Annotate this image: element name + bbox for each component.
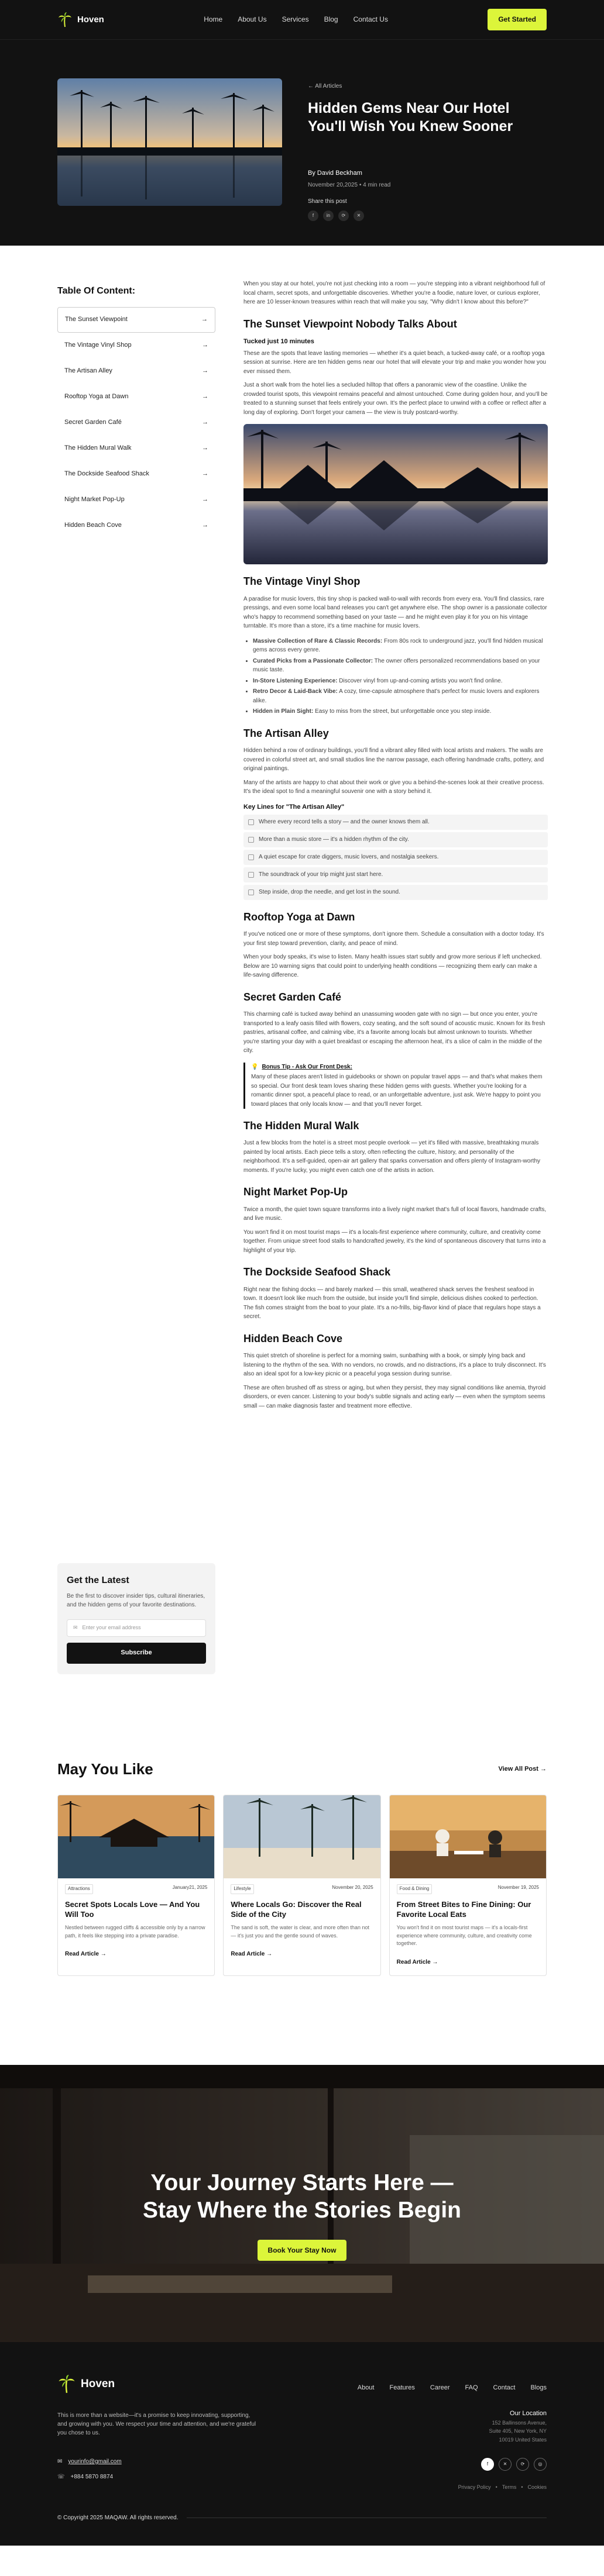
cta-title-line1: Your Journey Starts Here — xyxy=(150,2170,454,2195)
list-item xyxy=(253,707,548,716)
read-article-label: Read Article xyxy=(231,1951,265,1958)
footer-text: This is more than a website—it's a promise to keep innovating, supporting, and growing with you. We respect your time and attention, and we're grateful you chose to us. xyxy=(57,2412,256,2436)
toc-item[interactable] xyxy=(57,487,215,513)
read-article-label: Read Article xyxy=(65,1951,99,1958)
card-date: January21, 2025 xyxy=(172,1885,208,1891)
list-item-title: Curated Picks from a Passionate Collector: xyxy=(253,657,373,664)
address-line: Suite 405, New York, NY xyxy=(489,2428,547,2434)
section-heading: The Hidden Mural Walk xyxy=(243,1120,359,1132)
toc-label: The Artisan Alley xyxy=(64,367,112,375)
footer-right xyxy=(458,2394,547,2492)
footer-links xyxy=(358,2383,547,2394)
card-body xyxy=(58,1878,214,1967)
card-title: Where Locals Go: Discover the Real Side of the City xyxy=(231,1899,362,1919)
cta-title-line2: Stay Where the Stories Begin xyxy=(143,2197,461,2223)
hero xyxy=(0,40,604,246)
key-line xyxy=(243,885,548,900)
read-time: 4 min read xyxy=(363,182,391,189)
toc-label: Hidden Beach Cove xyxy=(64,522,122,529)
post-card[interactable] xyxy=(223,1795,380,1976)
hero-info xyxy=(308,78,547,246)
legal-links: Privacy Policy • Terms • Cookies xyxy=(458,2484,547,2492)
instagram-icon[interactable]: ◎ xyxy=(534,2458,547,2471)
post-date: November 20,2025 xyxy=(308,182,358,189)
list-item xyxy=(253,657,548,675)
related-title: May You Like xyxy=(57,1760,153,1778)
card-text: You won't find it on most tourist maps — it's a locals-first experience where community, culture, and creativity come together. xyxy=(396,1925,532,1947)
logo-text: Hoven xyxy=(77,14,104,25)
footer-socials xyxy=(458,2458,547,2471)
post-card[interactable] xyxy=(389,1795,547,1976)
key-line xyxy=(243,815,548,830)
card-meta xyxy=(397,1884,539,1894)
address-line: 10019 United States xyxy=(499,2436,547,2443)
toc-item[interactable] xyxy=(57,358,215,384)
table-of-contents xyxy=(57,280,215,1757)
read-article-link[interactable]: Read Article → xyxy=(65,1951,107,1958)
privacy-link[interactable]: Privacy Policy xyxy=(458,2484,491,2491)
get-started-button[interactable]: Get Started xyxy=(488,9,547,30)
feature-list xyxy=(243,637,548,716)
section-heading: Secret Garden Café xyxy=(243,991,342,1003)
copyright-row xyxy=(57,2513,547,2523)
tip-title xyxy=(251,1063,548,1072)
card-date: November 20, 2025 xyxy=(332,1885,373,1891)
section-heading: The Artisan Alley xyxy=(243,727,329,739)
card-body xyxy=(224,1878,380,1967)
view-all-link[interactable]: View All Post → xyxy=(498,1765,547,1772)
toc-label: Secret Garden Café xyxy=(64,419,122,426)
bonus-tip xyxy=(243,1063,548,1109)
checkbox-icon xyxy=(248,837,254,843)
newsletter-box xyxy=(57,1563,215,1674)
cta-title xyxy=(143,2170,461,2225)
paragraph: When your body speaks, it's wise to listen. Many health issues start subtly and grow more serious if left unchecked. Below are 10 warning signs that could point to underlying health conditions — recognizing them early can make a life-saving difference. xyxy=(243,954,542,979)
footer-link-blogs[interactable]: Blogs xyxy=(530,2384,547,2391)
card-image xyxy=(58,1795,215,1878)
paragraph: Just a short walk from the hotel lies a secluded hilltop that offers a panoramic view of the coastline. Unlike the crowded tourist spots, this viewpoint remains peaceful and almost untouched. Come during golden hour, and you'll be treated to a stunning sunset that feels entirely your own. It's the perfect place to unwind with a coffee or reflect after a long day of exploring. Don't forget your camera — the view is truly postcard-worthy. xyxy=(243,382,548,416)
footer-link-career[interactable]: Career xyxy=(430,2384,450,2391)
site-header xyxy=(0,0,604,40)
footer-link-about[interactable]: About xyxy=(357,2384,375,2391)
section-heading: The Vintage Vinyl Shop xyxy=(243,575,361,588)
phone-icon: ☏ xyxy=(57,2473,65,2480)
footer-link-faq[interactable]: FAQ xyxy=(465,2384,478,2391)
toc-item[interactable] xyxy=(57,461,215,487)
copyright-text: © Copyright 2025 MAQAW. All rights reserved. xyxy=(57,2514,179,2521)
key-line-text: More than a music store — it's a hidden rhythm of the city. xyxy=(259,836,409,843)
list-item-text: A cozy, time-capsule atmosphere that's perfect for music lovers and explorers alike. xyxy=(253,688,540,704)
list-item xyxy=(253,687,548,705)
toc-title: Table Of Content: xyxy=(57,286,136,296)
toc-label: The Vintage Vinyl Shop xyxy=(64,342,132,349)
checkbox-icon xyxy=(248,889,254,895)
resort-pool-image xyxy=(243,424,548,564)
nav-blog[interactable]: Blog xyxy=(324,15,338,24)
site-footer xyxy=(0,2342,604,2546)
toc-item[interactable] xyxy=(57,307,215,333)
linkedin-icon[interactable]: in xyxy=(323,211,334,221)
card-meta xyxy=(65,1884,207,1894)
list-item-title: Retro Decor & Laid-Back Vibe: xyxy=(253,688,338,695)
paragraph: These are the spots that leave lasting memories — whether it's a quiet beach, a tucked-away café, or a rooftop yoga session at sunrise. Here are ten hidden gems near our hotel that will elevate your trip and make you wonder how you ever missed them. xyxy=(243,350,546,375)
footer-top xyxy=(57,2375,547,2394)
tip-title-text: Bonus Tip - Ask Our Front Desk: xyxy=(262,1063,352,1070)
read-article-label: Read Article xyxy=(396,1958,431,1965)
location-address xyxy=(458,2419,547,2444)
list-item-text: Easy to miss from the street, but unforgettable once you step inside. xyxy=(313,708,492,715)
post-card[interactable] xyxy=(57,1795,215,1976)
footer-middle xyxy=(57,2394,547,2492)
nav-about[interactable]: About Us xyxy=(238,15,267,24)
arrow-right-icon: → xyxy=(202,496,208,504)
mail-icon: ✉ xyxy=(57,2458,63,2465)
bulb-icon: 💡 xyxy=(251,1063,259,1070)
location-title: Our Location xyxy=(510,2410,547,2417)
arrow-right-icon: → xyxy=(202,522,208,529)
page-title: Hidden Gems Near Our Hotel You'll Wish You Knew Sooner xyxy=(308,99,513,135)
footer-link-features[interactable]: Features xyxy=(389,2384,415,2391)
footer-phone[interactable] xyxy=(57,2472,256,2482)
section-heading: Hidden Beach Cove xyxy=(243,1332,343,1344)
checkbox-icon xyxy=(248,819,254,825)
key-line xyxy=(243,850,548,865)
list-item-title: Massive Collection of Rare & Classic Records: xyxy=(253,637,383,644)
card-title: From Street Bites to Fine Dining: Our Favorite Local Eats xyxy=(396,1899,531,1919)
paragraph: If you've noticed one or more of these symptoms, don't ignore them. Schedule a consultation with a doctor today. It's your first step toward prevention, clarity, and peace of mind. xyxy=(243,931,544,947)
card-list xyxy=(57,1795,547,1976)
nav-home[interactable]: Home xyxy=(204,15,223,24)
share-link-icon[interactable]: ⟳ xyxy=(338,211,349,221)
cookies-link[interactable]: Cookies xyxy=(527,2484,547,2491)
paragraph: Twice a month, the quiet town square transforms into a lively night market that's full of local flavors, handmade crafts, and live music. xyxy=(243,1206,547,1222)
read-article-link[interactable]: Read Article → xyxy=(231,1951,273,1958)
address-line: 152 Ballinsons Avenue, xyxy=(492,2420,547,2426)
footer-logo[interactable] xyxy=(57,2375,115,2394)
section-heading: The Dockside Seafood Shack xyxy=(243,1266,391,1278)
section-heading: Rooftop Yoga at Dawn xyxy=(243,911,355,923)
arrow-right-icon: → xyxy=(202,470,208,478)
section-heading: Night Market Pop-Up xyxy=(243,1186,348,1198)
checkbox-icon xyxy=(248,872,254,878)
toc-item[interactable] xyxy=(57,513,215,539)
arrow-right-icon: → xyxy=(201,316,208,323)
share-label: Share this post xyxy=(308,198,347,205)
card-text: The sand is soft, the water is clear, and more often than not — it's just you and the gentle sound of waves. xyxy=(231,1925,369,1939)
paragraph: Hidden behind a row of ordinary buildings, you'll find a vibrant alley filled with local artists and makers. The walls are covered in colorful street art, and small studios line the narrow passage, each offering handmade crafts, pottery, and original paintings. xyxy=(243,747,544,773)
arrow-right-icon: → xyxy=(202,419,208,426)
facebook-icon[interactable]: f xyxy=(481,2458,494,2471)
card-image xyxy=(224,1795,380,1878)
main-nav xyxy=(204,14,388,25)
arrow-right-icon: → xyxy=(202,367,208,375)
email-field[interactable] xyxy=(67,1619,206,1637)
key-line-text: Where every record tells a story — and the owner knows them all. xyxy=(259,819,430,826)
paragraph: Many of the artists are happy to chat about their work or give you a behind-the-scenes look at their creative process. It's the ideal spot to find a meaningful souvenir one with a story behind it. xyxy=(243,779,544,795)
mail-icon: ✉ xyxy=(73,1624,78,1630)
related-posts xyxy=(0,1757,604,2065)
card-body xyxy=(390,1878,546,1975)
toc-label: The Dockside Seafood Shack xyxy=(64,470,149,478)
email-placeholder: Enter your email address xyxy=(82,1624,141,1630)
list-item xyxy=(253,677,548,686)
card-category: Attractions xyxy=(65,1884,93,1894)
section-subheading: Tucked just 10 minutes xyxy=(243,337,314,345)
terms-link[interactable]: Terms xyxy=(502,2484,517,2491)
section-heading: The Sunset Viewpoint Nobody Talks About xyxy=(243,318,457,330)
subscribe-button[interactable]: Subscribe xyxy=(67,1643,206,1664)
card-date: November 19, 2025 xyxy=(497,1885,539,1891)
toc-item[interactable] xyxy=(57,436,215,461)
footer-left xyxy=(57,2394,256,2492)
key-line-text: A quiet escape for crate diggers, music lovers, and nostalgia seekers. xyxy=(259,854,439,861)
link-icon[interactable]: ⟳ xyxy=(516,2458,529,2471)
article-section xyxy=(0,246,604,1757)
back-link[interactable]: ← All Articles xyxy=(308,83,342,89)
list-item-title: Hidden in Plain Sight: xyxy=(253,708,314,715)
intro-text: When you stay at our hotel, you're not just checking into a room — you're stepping into a vibrant neighborhood full of local charm, secret spots, and unforgettable discoveries. Whether you're a foodie, nature lover, or curious explorer, here are 10 lesser-known treasures within reach that will make you say, "Why didn't I know about this before?" xyxy=(243,281,545,305)
footer-email[interactable] xyxy=(57,2457,256,2467)
footer-link-contact[interactable]: Contact xyxy=(493,2384,516,2391)
arrow-right-icon: → xyxy=(202,342,208,349)
x-icon[interactable]: ✕ xyxy=(354,211,364,221)
cta-banner xyxy=(0,2065,604,2342)
list-item-text: Discover vinyl from up-and-coming artists you won't find online. xyxy=(337,677,503,684)
key-lines-title: Key Lines for "The Artisan Alley" xyxy=(243,803,345,811)
newsletter-title: Get the Latest xyxy=(67,1575,129,1585)
footer-email-text: yourinfo@gmail.com xyxy=(68,2458,122,2465)
key-line-text: The soundtrack of your trip might just start here. xyxy=(259,871,383,878)
tip-text: Many of these places aren't listed in guidebooks or shown on popular travel apps — and that's what makes them so special. Our front desk team loves sharing these hidden gems with guests. Whether you're looking for a romantic dinner spot, a peaceful place to read, or an unforgettable adventure, just ask. We're happy to point you toward places that only locals know — and that you'll never forget. xyxy=(251,1074,543,1108)
toc-label: The Hidden Mural Walk xyxy=(64,444,132,452)
paragraph: This charming café is tucked away behind an unassuming wooden gate with no sign — but once you enter, you're transported to a leafy oasis filled with flowers, cozy seating, and the soft sound of acoustic music. Known for its fresh pastries, artisanal coffee, and calming vibe, it's a favorite among locals but almost unknown to tourists. Whether you're starting your day with a quiet breakfast or escaping the afternoon heat, it's a slice of calm in the middle of the city. xyxy=(243,1011,545,1054)
related-header xyxy=(57,1757,547,1781)
card-category: Lifestyle xyxy=(231,1884,253,1894)
paragraph: You won't find it on most tourist maps — it's a locals-first experience where community, culture, and creativity come together. From unique street food stalls to handcrafted jewelry, it's the kind of spontaneous discovery that turns into a highlight of your trip. xyxy=(243,1229,546,1254)
post-meta: November 20,2025 • 4 min read xyxy=(308,182,391,189)
card-category: Food & Dining xyxy=(397,1884,433,1894)
toc-label: Night Market Pop-Up xyxy=(64,496,125,504)
palm-logo-icon xyxy=(57,12,73,27)
key-line xyxy=(243,867,548,882)
paragraph: Right near the fishing docks — and barely marked — this small, weathered shack serves the freshest seafood in town. It doesn't look like much from the outside, but inside you'll find simple, delicious dishes cooked to perfection. The fish comes straight from the boat to your plate. It's a no-frills, big-flavor kind of place that regulars hope stays a secret. xyxy=(243,1286,541,1320)
paragraph: These are often brushed off as stress or aging, but when they persist, they may signal conditions like anemia, thyroid disorders, or even cancer. Listening to your body's subtle signals and acting early — even when the symptom seems small — can make diagnosis faster and treatment more effective. xyxy=(243,1384,546,1409)
paragraph: A paradise for music lovers, this tiny shop is packed wall-to-wall with records from every era. You'll find classics, rare pressings, and even some local band releases you can't get anywhere else. The shop owner is a passionate collector who's happy to recommend something based on your taste — and he might even play it for you on his vintage turntable. It's more than a store, it's a time machine for music lovers. xyxy=(243,595,547,630)
arrow-right-icon: → xyxy=(202,393,208,401)
card-meta xyxy=(231,1884,373,1894)
toc-label: Rooftop Yoga at Dawn xyxy=(64,393,129,401)
card-text: Nestled between rugged cliffs & accessible only by a narrow path, it feels like stepping into a private paradise. xyxy=(65,1925,205,1939)
logo[interactable] xyxy=(57,12,104,27)
article-body xyxy=(243,280,548,1757)
arrow-right-icon: → xyxy=(202,444,208,452)
checkbox-icon xyxy=(248,854,254,860)
card-title: Secret Spots Locals Love — And You Will Too xyxy=(65,1899,200,1919)
card-image xyxy=(390,1795,547,1878)
nav-services[interactable]: Services xyxy=(282,15,309,24)
toc-label: The Sunset Viewpoint xyxy=(65,316,128,323)
nav-contact[interactable]: Contact Us xyxy=(353,15,388,24)
footer-logo-text: Hoven xyxy=(81,2378,115,2391)
author: By David Beckham xyxy=(308,170,362,177)
footer-contacts xyxy=(57,2457,256,2481)
view-all-label: View All Post xyxy=(498,1765,538,1772)
list-item-text: From 80s rock to underground jazz, you'll find hidden musical gems across every genre. xyxy=(253,637,543,654)
facebook-icon[interactable]: f xyxy=(308,211,318,221)
key-line-text: Step inside, drop the needle, and get lost in the sound. xyxy=(259,889,400,896)
newsletter-text: Be the first to discover insider tips, cultural itineraries, and the hidden gems of your favorite destinations. xyxy=(67,1592,205,1609)
cta-content xyxy=(0,2065,604,2342)
key-line xyxy=(243,832,548,847)
book-stay-button[interactable]: Book Your Stay Now xyxy=(258,2240,347,2261)
x-icon[interactable]: ✕ xyxy=(499,2458,512,2471)
list-item-title: In-Store Listening Experience: xyxy=(253,677,338,684)
read-article-link[interactable]: Read Article → xyxy=(396,1958,438,1965)
back-label: All Articles xyxy=(315,83,342,89)
list-item-text: The owner offers personalized recommendations based on your music taste. xyxy=(253,657,540,674)
paragraph: Just a few blocks from the hotel is a street most people overlook — yet it's filled with massive, breathtaking murals painted by local artists. Each piece tells a story, often reflecting the culture, history, and personality of the neighborhood. It's a self-guided, open-air art gallery that sparks conversation and offers plenty of Instagram-worthy moments. If you're lucky, you might even catch one of the artists in action. xyxy=(243,1140,541,1174)
list-item xyxy=(253,637,548,655)
toc-item[interactable] xyxy=(57,384,215,410)
hero-image xyxy=(57,78,282,206)
footer-phone-text: +884 5870 8874 xyxy=(70,2473,114,2480)
palm-logo-icon xyxy=(57,2375,76,2394)
toc-item[interactable] xyxy=(57,333,215,358)
share-icons xyxy=(308,211,547,221)
paragraph: This quiet stretch of shoreline is perfect for a morning swim, sunbathing with a book, or simply lying back and listening to the rhythm of the sea. With no vendors, no crowds, and no distractions, it's a place to truly disconnect. It's also an ideal spot for a low-key picnic or a peaceful yoga session during sunrise. xyxy=(243,1353,546,1378)
toc-item[interactable] xyxy=(57,410,215,436)
